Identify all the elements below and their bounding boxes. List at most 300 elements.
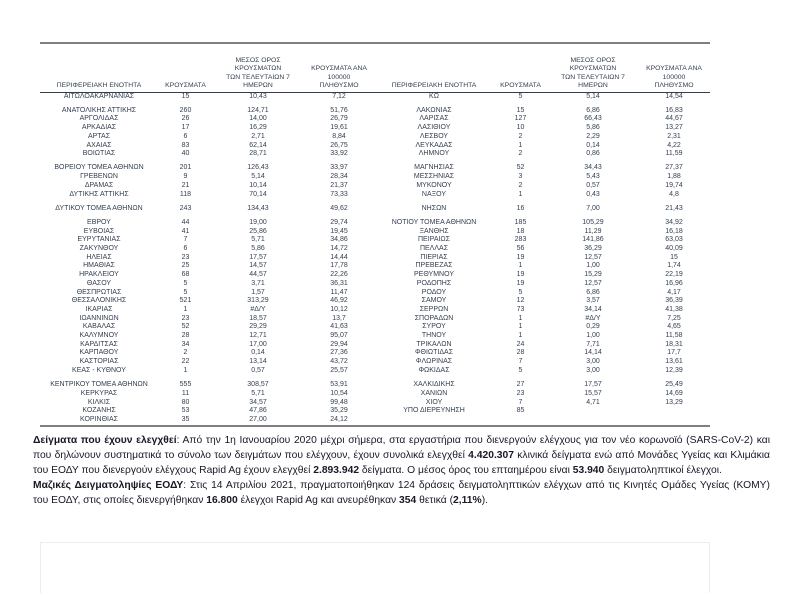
cases-cell-left: 23 [181, 253, 190, 261]
cases-cell-right: 10 [516, 124, 525, 132]
avg7-cell-left: 1,57 [251, 288, 265, 296]
cases-cell-left: 21 [181, 181, 190, 189]
per100k-cell-left: 10,54 [330, 389, 348, 397]
per100k-cell-left: 14,72 [330, 245, 348, 253]
table-row [40, 323, 710, 332]
cases-cell-left: 44 [181, 218, 190, 226]
region-name-cell-right: ΝΟΤΙΟΥ ΤΟΜΕΑ ΑΘΗΝΩΝ [391, 218, 477, 226]
per100k-cell-left: 41,63 [330, 323, 348, 331]
cases-cell-left: 1 [183, 305, 188, 313]
table-row [40, 107, 710, 116]
avg7-cell-left: 10,43 [249, 92, 267, 100]
region-name-cell-left: ΚΟΖΑΝΗΣ [82, 407, 116, 415]
avg7-cell-left: 44,57 [249, 271, 267, 279]
avg7-cell-right: 5,14 [586, 92, 600, 100]
table-row [40, 390, 710, 399]
cases-cell-left: 80 [181, 398, 190, 406]
cases-cell-right: 7 [518, 358, 523, 366]
avg7-cell-right: 17,57 [584, 381, 602, 389]
region-name-cell-right: ΡΟΔΟΠΗΣ [416, 279, 452, 287]
region-name-cell-left: ΚΑΡΔΙΤΣΑΣ [80, 340, 118, 348]
per100k-cell-left: 36,31 [330, 279, 348, 287]
per100k-cell-left: 25,57 [330, 366, 348, 374]
table-row [40, 228, 710, 237]
table-row [40, 173, 710, 182]
avg7-cell-left: 5,71 [251, 389, 265, 397]
avg7-cell-right: 1,00 [586, 262, 600, 270]
region-name-cell-left: ΙΚΑΡΙΑΣ [85, 305, 113, 313]
table-row [40, 332, 710, 341]
region-name-cell-left: ΑΙΤΩΛΟΑΚΑΡΝΑΝΙΑΣ [63, 92, 135, 100]
header-avg7-right-line3: ΗΜΕΡΩΝ [578, 81, 608, 89]
per100k-cell-left: 95,07 [330, 332, 348, 340]
avg7-cell-right: 0,86 [586, 150, 600, 158]
per100k-cell-right: 4,8 [669, 190, 679, 198]
region-name-cell-right: ΧΙΟΥ [425, 398, 443, 406]
cases-cell-left: 201 [179, 164, 192, 172]
avg7-cell-right: 3,00 [586, 358, 600, 366]
per100k-cell-left: 35,29 [330, 407, 348, 415]
avg7-cell-left: 5,14 [251, 173, 265, 181]
avg7-cell-right: 7,71 [586, 340, 600, 348]
table-row [40, 341, 710, 350]
avg7-cell-right: 5,86 [586, 124, 600, 132]
avg7-cell-left: 5,86 [251, 245, 265, 253]
per100k-cell-left: 53,91 [330, 381, 348, 389]
avg7-cell-left: 2,71 [251, 132, 265, 140]
table-row [40, 280, 710, 289]
region-name-cell-left: ΚΕΡΚΥΡΑΣ [80, 389, 118, 397]
region-name-cell-right: ΠΙΕΡΙΑΣ [420, 253, 448, 261]
region-name-cell-right: ΞΑΝΘΗΣ [419, 227, 449, 235]
cases-cell-right: 16 [516, 204, 525, 212]
cases-cell-left: 243 [179, 204, 192, 212]
next-section-box [40, 542, 710, 593]
region-name-cell-right: ΜΕΣΣΗΝΙΑΣ [413, 173, 455, 181]
per100k-cell-right: 41,38 [665, 305, 683, 313]
region-name-cell-left: ΘΑΣΟΥ [86, 279, 112, 287]
avg7-cell-left: 14,57 [249, 262, 267, 270]
avg7-cell-left: 13,14 [249, 358, 267, 366]
per100k-cell-left: 22,26 [330, 271, 348, 279]
cases-cell-left: 521 [179, 297, 192, 305]
avg7-cell-right: 12,57 [584, 253, 602, 261]
cases-cell-left: 11 [181, 389, 190, 397]
table-row [40, 133, 710, 142]
per100k-cell-left: 73,33 [330, 190, 348, 198]
header-avg7-right [548, 44, 638, 92]
region-name-cell-right: ΧΑΝΙΩΝ [420, 389, 448, 397]
avg7-cell-right: 3,57 [586, 297, 600, 305]
region-name-cell-right: ΛΗΜΝΟΥ [418, 150, 450, 158]
per100k-cell-right: 4,17 [667, 288, 681, 296]
per100k-cell-left: 27,36 [330, 349, 348, 357]
region-name-cell-right: ΣΑΜΟΥ [421, 297, 447, 305]
avg7-cell-right: 15,29 [584, 271, 602, 279]
cases-cell-right: 5 [518, 288, 523, 296]
bold-text-segment: 4.420.307 [468, 450, 514, 461]
table-row [40, 164, 710, 173]
cases-cell-right: 19 [516, 253, 525, 261]
avg7-cell-left: 27,00 [249, 415, 267, 423]
avg7-cell-left: 12,71 [249, 332, 267, 340]
cases-cell-right: 1 [518, 323, 523, 331]
header-cases-left: ΚΡΟΥΣΜΑΤΑ [158, 44, 213, 92]
cases-cell-right: 56 [516, 245, 525, 253]
cases-cell-right: 1 [518, 190, 523, 198]
cases-cell-right: 24 [516, 340, 525, 348]
region-name-cell-right: ΡΕΘΥΜΝΟΥ [413, 271, 454, 279]
cases-cell-left: 41 [181, 227, 190, 235]
per100k-cell-right: 16,18 [665, 227, 683, 235]
cases-cell-left: 6 [183, 132, 188, 140]
per100k-cell-right: 11,59 [665, 150, 683, 158]
table-row [40, 416, 710, 425]
regions-table-body [40, 92, 710, 425]
region-name-cell-right: ΝΗΣΩΝ [421, 204, 447, 212]
per100k-cell-left: 51,76 [330, 106, 348, 114]
avg7-cell-left: 10,14 [249, 181, 267, 189]
cases-cell-right [493, 416, 548, 425]
region-name-cell-left: ΔΥΤΙΚΗΣ ΑΤΤΙΚΗΣ [69, 190, 129, 198]
regional-cases-table [40, 42, 710, 427]
region-name-cell-left: ΚΙΛΚΙΣ [87, 398, 111, 406]
avg7-cell-left: 126,43 [247, 164, 269, 172]
text-segment: δειγματοληπτικοί έλεγχοι. [604, 465, 722, 476]
cases-cell-right: 283 [514, 236, 527, 244]
table-row [40, 150, 710, 159]
region-name-cell-right: ΣΕΡΡΩΝ [419, 305, 449, 313]
avg7-cell-left: 17,00 [249, 340, 267, 348]
per100k-cell-left: 34,86 [330, 236, 348, 244]
table-row [40, 306, 710, 315]
per100k-cell-left: 11,47 [330, 288, 348, 296]
cases-cell-left: 7 [183, 236, 188, 244]
per100k-cell-right: 15 [670, 253, 678, 261]
avg7-cell-left: 313,29 [247, 297, 269, 305]
per100k-cell-left: 8,84 [332, 132, 346, 140]
avg7-cell-left: 18,57 [249, 314, 267, 322]
region-name-cell-left: ΑΡΚΑΔΙΑΣ [81, 124, 117, 132]
bold-text-segment: 53.940 [572, 465, 605, 476]
per100k-cell-left: 43,72 [330, 358, 348, 366]
cases-cell-left: 555 [179, 381, 192, 389]
per100k-cell-right: 4,65 [667, 323, 681, 331]
table-row [40, 182, 710, 191]
avg7-cell-right: 0,14 [586, 141, 600, 149]
region-name-cell-right: ΥΠΟ ΔΙΕΡΕΥΝΗΣΗ [403, 407, 465, 415]
avg7-cell-right: 0,57 [586, 181, 600, 189]
bold-text-segment: 2,11% [453, 495, 482, 506]
cases-cell-left: 52 [181, 323, 190, 331]
region-name-cell-right: ΠΕΛΛΑΣ [419, 245, 449, 253]
cases-cell-left: 5 [183, 279, 188, 287]
avg7-cell-right: 4,71 [586, 398, 600, 406]
cases-cell-left: 35 [181, 415, 190, 423]
region-name-cell-left: ΒΟΙΩΤΙΑΣ [82, 150, 116, 158]
table-row [40, 191, 710, 200]
per100k-cell-right: 14,69 [665, 389, 683, 397]
header-region-right: ΠΕΡΙΦΕΡΕΙΑΚΗ ΕΝΟΤΗΤΑ [375, 44, 493, 92]
cases-cell-left: 25 [181, 262, 190, 270]
avg7-cell-left: 14,00 [249, 115, 267, 123]
per100k-cell-left: 19,45 [330, 227, 348, 235]
per100k-cell-right: 11,58 [665, 332, 683, 340]
per100k-cell-right: 2,31 [667, 132, 681, 140]
region-name-cell-left: ΚΕΝΤΡΙΚΟΥ ΤΟΜΕΑ ΑΘΗΝΩΝ [50, 381, 148, 389]
avg7-cell-right: 5,43 [586, 173, 600, 181]
table-row [40, 205, 710, 214]
cases-cell-right: 7 [518, 398, 523, 406]
table-row [40, 254, 710, 263]
region-name-cell-right: ΛΕΥΚΑΔΑΣ [415, 141, 453, 149]
table-row [40, 245, 710, 254]
region-name-cell-right: ΛΑΡΙΣΑΣ [419, 115, 449, 123]
header-avg7-right-line1: ΜΕΣΟΣ ΟΡΟΣ ΚΡΟΥΣΜΑΤΩΝ [569, 57, 617, 73]
header-per100k-left-line1: ΚΡΟΥΣΜΑΤΑ ΑΝΑ 100000 [311, 65, 367, 81]
per100k-cell-left: 14,44 [330, 253, 348, 261]
avg7-cell-right: 141,86 [582, 236, 604, 244]
text-segment: θετικά ( [416, 495, 454, 506]
per100k-cell-right: 12,39 [665, 366, 683, 374]
cases-cell-left: 118 [179, 190, 192, 198]
footnotes-section [33, 433, 770, 508]
bold-text-segment: 16.800 [206, 495, 238, 506]
region-name-cell-left: ΘΕΣΠΡΩΤΙΑΣ [76, 288, 122, 296]
table-row [40, 271, 710, 280]
cases-cell-left: 34 [181, 340, 190, 348]
region-name-cell-right: ΝΑΞΟΥ [421, 190, 447, 198]
region-name-cell-left: ΕΒΡΟΥ [87, 218, 111, 226]
cases-cell-right: 73 [516, 305, 525, 313]
mass-sampling-paragraph [33, 478, 770, 508]
samples-tested-paragraph [33, 433, 770, 478]
cases-cell-right: 19 [516, 279, 525, 287]
avg7-cell-right: 3,00 [586, 366, 600, 374]
cases-cell-right: 1 [518, 332, 523, 340]
header-avg7-left-line1: ΜΕΣΟΣ ΟΡΟΣ ΚΡΟΥΣΜΑΤΩΝ [234, 57, 282, 73]
avg7-cell-left: 70,14 [249, 190, 267, 198]
table-row [40, 367, 710, 376]
region-name-cell-left: ΑΝΑΤΟΛΙΚΗΣ ΑΤΤΙΚΗΣ [61, 106, 137, 114]
avg7-cell-left: 47,86 [249, 407, 267, 415]
avg7-cell-left: 17,57 [249, 253, 267, 261]
region-name-cell-left: ΚΑΡΠΑΘΟΥ [79, 349, 119, 357]
header-avg7-right-line2: ΤΩΝ ΤΕΛΕΥΤΑΙΩΝ 7 [561, 73, 625, 81]
region-name-cell-left: ΔΥΤΙΚΟΥ ΤΟΜΕΑ ΑΘΗΝΩΝ [55, 204, 143, 212]
per100k-cell-left: 46,92 [330, 297, 348, 305]
avg7-cell-left: 124,71 [247, 106, 269, 114]
region-name-cell-left: ΚΕΑΣ - ΚΥΘΝΟΥ [72, 366, 126, 374]
per100k-cell-left: 21,37 [330, 181, 348, 189]
avg7-cell-right: 11,29 [584, 227, 602, 235]
avg7-cell-right: 6,86 [586, 288, 600, 296]
table-row [40, 297, 710, 306]
cases-cell-left: 5 [183, 288, 188, 296]
per100k-cell-left: 13,7 [332, 314, 346, 322]
header-per100k-left [303, 44, 375, 92]
avg7-cell-left: #Δ/Υ [250, 305, 266, 313]
region-name-cell-left: ΕΥΡΥΤΑΝΙΑΣ [77, 236, 121, 244]
per100k-cell-left: 26,79 [330, 115, 348, 123]
avg7-cell-left: 308,57 [247, 381, 269, 389]
region-name-cell-right: ΛΑΚΩΝΙΑΣ [416, 106, 452, 114]
region-name-cell-left: ΗΜΑΘΙΑΣ [83, 262, 115, 270]
avg7-cell-right: 15,57 [584, 389, 602, 397]
region-name-cell-left: ΖΑΚΥΝΘΟΥ [79, 245, 119, 253]
header-per100k-right-line2: ΠΛΗΘΥΣΜΟ [654, 81, 694, 89]
avg7-cell-left: 5,71 [251, 236, 265, 244]
per100k-cell-right: 16,96 [665, 279, 683, 287]
region-name-cell-left: ΑΡΓΟΛΙΔΑΣ [79, 115, 119, 123]
region-name-cell-left: ΚΟΡΙΝΘΙΑΣ [80, 415, 118, 423]
region-name-cell-right: ΦΩΚΙΔΑΣ [418, 366, 450, 374]
per100k-cell-left: 33,92 [330, 150, 348, 158]
text-segment: κλινικά δείγματα ενώ από Μονάδες Υγείας και Κλιμάκια του ΕΟΔΥ που διενεργούν ελέγχους Rapid Ag έχουν ελεγχθεί [33, 450, 770, 476]
bold-text-segment: 354 [399, 495, 417, 506]
region-name-cell-right: ΤΗΝΟΥ [421, 332, 447, 340]
per100k-cell-right: 40,09 [665, 245, 683, 253]
region-name-cell-right: ΠΕΙΡΑΙΩΣ [418, 236, 450, 244]
per100k-cell-left: 33,97 [330, 164, 348, 172]
table-row [40, 381, 710, 390]
avg7-cell-right [548, 416, 638, 425]
avg7-cell-right [548, 407, 638, 416]
avg7-cell-left: 0,57 [251, 366, 265, 374]
cases-cell-left: 1 [183, 366, 188, 374]
table-row [40, 92, 710, 101]
text-segment: : Από την 1η Ιανουαρίου 2020 μέχρι σήμερα, στα εργαστήρια που διενεργούν ελέγχους για τον νέο κορωνοϊό (SARS-CoV-2) και που δηλώνουν συστηματικά το σύνολο των δειγμάτων που ελέγχουν, έχουν συνολικά ελεγχθεί [33, 435, 770, 461]
region-name-cell-right: ΣΠΟΡΑΔΩΝ [414, 314, 454, 322]
region-name-cell-right: ΜΥΚΟΝΟΥ [416, 181, 452, 189]
cases-cell-right: 2 [518, 132, 523, 140]
region-name-cell-right: ΤΡΙΚΑΛΩΝ [416, 340, 452, 348]
cases-cell-right: 1 [518, 262, 523, 270]
cases-cell-right: 5 [518, 92, 523, 100]
cases-cell-right: 52 [516, 164, 525, 172]
per100k-cell-right: 21,43 [665, 204, 683, 212]
cases-cell-right: 1 [518, 314, 523, 322]
per100k-cell-right: 7,25 [667, 314, 681, 322]
table-row [40, 124, 710, 133]
cases-cell-right: 15 [516, 106, 525, 114]
cases-cell-left: 53 [181, 407, 190, 415]
text-segment: ). [481, 495, 488, 506]
avg7-cell-right: 12,57 [584, 279, 602, 287]
avg7-cell-right: 36,29 [584, 245, 602, 253]
header-avg7-left-line2: ΤΩΝ ΤΕΛΕΥΤΑΙΩΝ 7 [226, 73, 290, 81]
region-name-cell-right: ΛΕΣΒΟΥ [419, 132, 449, 140]
per100k-cell-right [638, 416, 710, 425]
cases-cell-right: 3 [518, 173, 523, 181]
per100k-cell-right: 16,83 [665, 106, 683, 114]
table-row [40, 142, 710, 151]
cases-cell-right: 23 [516, 389, 525, 397]
regional-cases-table-grid [40, 44, 710, 425]
per100k-cell-left: 26,75 [330, 141, 348, 149]
per100k-cell-right: 14,54 [665, 92, 683, 100]
table-row [40, 219, 710, 228]
per100k-cell-left: 29,74 [330, 218, 348, 226]
header-avg7-left [213, 44, 303, 92]
cases-cell-right: 27 [516, 381, 525, 389]
avg7-cell-right: 1,00 [586, 332, 600, 340]
region-name-cell-left: ΘΕΣΣΑΛΟΝΙΚΗΣ [71, 297, 127, 305]
table-row [40, 349, 710, 358]
bold-text-segment: Μαζικές Δειγματοληψίες ΕΟΔΥ [33, 480, 184, 491]
text-segment: δείγματα. Ο μέσος όρος του επταημέρου είναι [359, 465, 573, 476]
table-row [40, 262, 710, 271]
bold-text-segment: Δείγματα που έχουν ελεγχθεί [33, 435, 177, 446]
region-name-cell-left: ΒΟΡΕΙΟΥ ΤΟΜΕΑ ΑΘΗΝΩΝ [54, 164, 144, 172]
cases-cell-left: 260 [179, 106, 192, 114]
region-name-cell-left: ΚΑΛΥΜΝΟΥ [79, 332, 119, 340]
per100k-cell-right: 4,22 [667, 141, 681, 149]
cases-cell-left: 17 [181, 124, 190, 132]
header-per100k-left-line2: ΠΛΗΘΥΣΜΟ [319, 81, 359, 89]
cases-cell-left: 83 [181, 141, 190, 149]
per100k-cell-right: 22,19 [665, 271, 683, 279]
avg7-cell-right: 0,43 [586, 190, 600, 198]
avg7-cell-right: #Δ/Υ [585, 314, 601, 322]
region-name-cell-right: ΡΟΔΟΥ [421, 288, 447, 296]
per100k-cell-left: 19,61 [330, 124, 348, 132]
cases-cell-left: 40 [181, 150, 190, 158]
cases-cell-right: 19 [516, 271, 525, 279]
per100k-cell-right: 1,88 [667, 173, 681, 181]
cases-cell-left: 23 [181, 314, 190, 322]
avg7-cell-right: 0,29 [586, 323, 600, 331]
avg7-cell-left: 16,29 [249, 124, 267, 132]
header-region-left: ΠΕΡΙΦΕΡΕΙΑΚΗ ΕΝΟΤΗΤΑ [40, 44, 158, 92]
header-cases-right: ΚΡΟΥΣΜΑΤΑ [493, 44, 548, 92]
region-name-cell-left: ΑΧΑΪΑΣ [86, 141, 112, 149]
per100k-cell-right: 13,27 [665, 124, 683, 132]
per100k-cell-right [638, 407, 710, 416]
per100k-cell-right: 36,39 [665, 297, 683, 305]
avg7-cell-right: 34,14 [584, 305, 602, 313]
header-avg7-left-line3: ΗΜΕΡΩΝ [243, 81, 273, 89]
cases-cell-right: 2 [518, 150, 523, 158]
region-name-cell-left: ΓΡΕΒΕΝΩΝ [80, 173, 118, 181]
per100k-cell-right: 44,67 [665, 115, 683, 123]
region-name-cell-right: ΣΥΡΟΥ [422, 323, 446, 331]
per100k-cell-right: 25,49 [665, 381, 683, 389]
avg7-cell-right: 2,29 [586, 132, 600, 140]
region-name-cell-left: ΙΩΑΝΝΙΝΩΝ [79, 314, 119, 322]
cases-cell-left: 6 [183, 245, 188, 253]
text-segment: : Στις 14 Απριλίου 2021, πραγματοποιήθηκαν 124 δράσεις δειγματοληπτικών ελέγχων από τις Κινητές Ομάδες Υγείας (ΚΟΜΥ) του ΕΟΔΥ, στις οποίες διενεργήθηκαν [33, 480, 770, 506]
header-per100k-right-line1: ΚΡΟΥΣΜΑΤΑ ΑΝΑ 100000 [646, 65, 702, 81]
cases-cell-left: 26 [181, 115, 190, 123]
cases-cell-right: 85 [516, 407, 525, 415]
region-name-cell-right: ΚΩ [429, 92, 439, 100]
per100k-cell-left: 29,94 [330, 340, 348, 348]
region-name-cell-right: ΛΑΣΙΘΙΟΥ [417, 124, 451, 132]
table-row [40, 115, 710, 124]
per100k-cell-right: 63,03 [665, 236, 683, 244]
per100k-cell-right: 19,74 [665, 181, 683, 189]
per100k-cell-right: 13,61 [665, 358, 683, 366]
table-row [40, 289, 710, 298]
per100k-cell-right: 13,29 [665, 398, 683, 406]
region-name-cell-left: ΔΡΑΜΑΣ [84, 181, 114, 189]
region-name-cell-right: ΧΑΛΚΙΔΙΚΗΣ [413, 381, 455, 389]
table-header [40, 44, 710, 92]
per100k-cell-left: 28,34 [330, 173, 348, 181]
per100k-cell-left: 7,12 [332, 92, 346, 100]
cases-cell-right: 127 [514, 115, 527, 123]
